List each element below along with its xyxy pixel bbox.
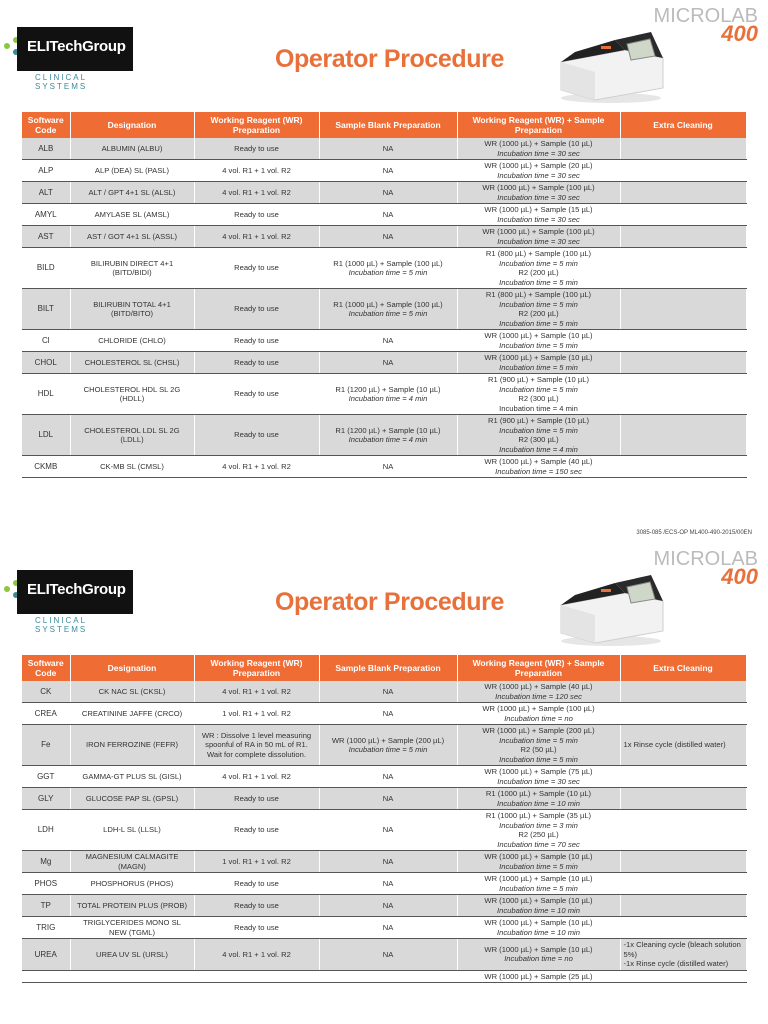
sample-line: Incubation time = no (504, 954, 573, 964)
designation-cell (70, 970, 194, 983)
sample-cell (457, 138, 620, 160)
wr-cell: 4 vol. R1 + 1 vol. R2 (194, 681, 319, 703)
page-header (0, 0, 768, 110)
sample-cell (457, 810, 620, 851)
sample-cell (457, 352, 620, 374)
table-row (22, 330, 746, 352)
table-row (22, 703, 746, 725)
code-cell (22, 970, 70, 983)
blank-cell (319, 851, 457, 873)
cleaning-cell (620, 703, 746, 725)
sample-line: Incubation time = 120 sec (495, 691, 582, 701)
page-header (0, 543, 768, 653)
logo-name: ELITechGroup (27, 38, 126, 55)
blank-line: Incubation time = 5 min (348, 745, 428, 754)
column-header: Designation (70, 112, 194, 138)
code-cell: AMYL (22, 204, 70, 226)
logo-box (17, 27, 133, 71)
sample-line: WR (1000 µL) + Sample (10 µL) (484, 139, 593, 148)
designation-cell: CHOLESTEROL LDL SL 2G (LDLL) (70, 415, 194, 456)
blank-line: R1 (1000 µL) + Sample (100 µL) (333, 299, 443, 309)
table-row (22, 939, 746, 971)
blank-cell (319, 939, 457, 971)
sample-cell (457, 204, 620, 226)
sample-line: Incubation time = 5 min (499, 258, 578, 268)
designation-cell: UREA UV SL (URSL) (70, 939, 194, 971)
blank-line: WR (1000 µL) + Sample (200 µL) (331, 735, 445, 745)
sample-line: WR (1000 µL) + Sample (15 µL) (484, 205, 593, 214)
cleaning-cell (620, 810, 746, 851)
page-title: Operator Procedure (275, 588, 504, 616)
column-header: Working Reagent (WR) + Sample Preparation (457, 655, 620, 681)
wr-cell: 1 vol. R1 + 1 vol. R2 (194, 851, 319, 873)
sample-line: Incubation time = 150 sec (495, 466, 582, 476)
blank-cell (319, 456, 457, 478)
code-cell: ALB (22, 138, 70, 160)
code-cell: BILT (22, 289, 70, 330)
cleaning-cell (620, 289, 746, 330)
sample-line: WR (1000 µL) + Sample (40 µL) (484, 682, 593, 691)
blank-cell (319, 248, 457, 289)
sample-cell (457, 289, 620, 330)
blank-cell (319, 204, 457, 226)
designation-cell: AST / GOT 4+1 SL (ASSL) (70, 226, 194, 248)
sample-line: R1 (900 µL) + Sample (10 µL) (488, 375, 589, 384)
blank-line: NA (382, 878, 394, 888)
sample-line: R1 (800 µL) + Sample (100 µL) (485, 249, 592, 258)
code-cell: UREA (22, 939, 70, 971)
table-row (22, 851, 746, 873)
table-header-row (22, 655, 746, 681)
blank-cell (319, 160, 457, 182)
column-header: Working Reagent (WR) Preparation (194, 112, 319, 138)
wr-cell: 4 vol. R1 + 1 vol. R2 (194, 182, 319, 204)
blank-line: NA (382, 461, 394, 471)
blank-cell (319, 703, 457, 725)
designation-cell: LDH-L SL (LLSL) (70, 810, 194, 851)
table-row (22, 788, 746, 810)
sample-line: Incubation time = 5 min (499, 861, 578, 871)
cleaning-cell (620, 456, 746, 478)
sample-line: Incubation time = 5 min (499, 362, 578, 372)
blank-line: NA (382, 231, 394, 241)
brand (650, 549, 758, 587)
sample-line: WR (1000 µL) + Sample (40 µL) (484, 457, 593, 466)
column-header: Sample Blank Preparation (319, 655, 457, 681)
code-cell: ALT (22, 182, 70, 204)
sample-line: WR (1000 µL) + Sample (10 µL) (484, 852, 593, 861)
sample-line: WR (1000 µL) + Sample (100 µL) (482, 704, 595, 713)
document-reference: 3085-085 /ECS-OP ML400-490-2015/00EN (636, 530, 752, 536)
table-row (22, 766, 746, 788)
wr-cell: WR : Dissolve 1 level measuring spoonful of RA in 50 mL of R1. Wait for complete dissolution. (194, 725, 319, 766)
blank-line: Incubation time = 4 min (348, 435, 428, 444)
sample-line: R2 (200 µL) (518, 309, 559, 318)
designation-cell: CK NAC SL (CKSL) (70, 681, 194, 703)
cleaning-cell (620, 248, 746, 289)
blank-cell (319, 182, 457, 204)
brand (650, 6, 758, 44)
table-row (22, 374, 746, 415)
code-cell: GGT (22, 766, 70, 788)
sample-line: Incubation time = 5 min (499, 299, 578, 309)
sample-line: Incubation time = 30 sec (497, 776, 580, 786)
code-cell: CK (22, 681, 70, 703)
procedure-table (22, 112, 747, 478)
wr-cell (194, 970, 319, 983)
sample-cell (457, 681, 620, 703)
wr-cell: 4 vol. R1 + 1 vol. R2 (194, 456, 319, 478)
sample-line: R1 (900 µL) + Sample (10 µL) (488, 416, 589, 425)
wr-cell: Ready to use (194, 138, 319, 160)
cleaning-cell (620, 226, 746, 248)
cleaning-line: -1x Cleaning cycle (bleach solution 5%) (623, 940, 741, 959)
sample-line: Incubation time = 5 min (499, 754, 578, 764)
sample-cell (457, 456, 620, 478)
sample-line: WR (1000 µL) + Sample (75 µL) (484, 767, 593, 776)
designation-cell: PHOSPHORUS (PHOS) (70, 873, 194, 895)
cleaning-cell (620, 895, 746, 917)
sample-cell (457, 970, 620, 983)
code-cell: PHOS (22, 873, 70, 895)
designation-cell: ALP (DEA) SL (PASL) (70, 160, 194, 182)
blank-line: NA (382, 686, 394, 696)
designation-cell: AMYLASE SL (AMSL) (70, 204, 194, 226)
logo-name: ELITechGroup (27, 581, 126, 598)
blank-line: NA (382, 209, 394, 219)
sample-line: Incubation time = 5 min (499, 735, 578, 745)
table-row (22, 970, 746, 983)
sample-line: WR (1000 µL) + Sample (25 µL) (484, 971, 593, 981)
sample-line: Incubation time = 30 sec (497, 192, 580, 202)
table-row (22, 138, 746, 160)
table-row (22, 248, 746, 289)
blank-cell (319, 138, 457, 160)
blank-line: NA (382, 793, 394, 803)
sample-line: Incubation time = 30 sec (497, 148, 580, 158)
designation-cell: IRON FERROZINE (FEFR) (70, 725, 194, 766)
sample-cell (457, 182, 620, 204)
blank-line: NA (382, 900, 394, 910)
designation-cell: CREATININE JAFFE (CRCO) (70, 703, 194, 725)
table-row (22, 681, 746, 703)
designation-cell: TRIGLYCERIDES MONO SL NEW (TGML) (70, 917, 194, 939)
blank-cell (319, 374, 457, 415)
sample-line: Incubation time = 5 min (499, 318, 578, 328)
wr-cell: 4 vol. R1 + 1 vol. R2 (194, 160, 319, 182)
code-cell: AST (22, 226, 70, 248)
logo-subtitle: CLINICAL SYSTEMS (35, 616, 88, 634)
wr-cell: Ready to use (194, 415, 319, 456)
blank-line: Incubation time = 4 min (348, 394, 428, 403)
sample-cell (457, 917, 620, 939)
sample-cell (457, 873, 620, 895)
table-row (22, 810, 746, 851)
blank-cell (319, 352, 457, 374)
sample-line: Incubation time = 10 min (497, 798, 580, 808)
cleaning-cell (620, 939, 746, 971)
sample-cell (457, 330, 620, 352)
blank-line: R1 (1000 µL) + Sample (100 µL) (333, 258, 443, 268)
logo-box (17, 570, 133, 614)
cleaning-cell (620, 725, 746, 766)
wr-cell: Ready to use (194, 374, 319, 415)
code-cell: Mg (22, 851, 70, 873)
code-cell: LDL (22, 415, 70, 456)
sample-line: Incubation time = 30 sec (497, 236, 580, 246)
table-row (22, 182, 746, 204)
sample-line: R2 (300 µL) (518, 435, 559, 444)
sample-line: WR (1000 µL) + Sample (10 µL) (484, 896, 593, 905)
wr-cell: 4 vol. R1 + 1 vol. R2 (194, 939, 319, 971)
table-row (22, 160, 746, 182)
table-row (22, 352, 746, 374)
sample-line: R1 (1000 µL) + Sample (10 µL) (485, 789, 592, 798)
designation-cell: ALBUMIN (ALBU) (70, 138, 194, 160)
code-cell: LDH (22, 810, 70, 851)
wr-cell: Ready to use (194, 810, 319, 851)
designation-cell: GLUCOSE PAP SL (GPSL) (70, 788, 194, 810)
sample-line: Incubation time = 5 min (499, 883, 578, 893)
sample-line: Incubation time = 5 min (499, 384, 578, 394)
sample-cell (457, 415, 620, 456)
designation-cell: CHOLESTEROL HDL SL 2G (HDLL) (70, 374, 194, 415)
wr-cell: Ready to use (194, 788, 319, 810)
sample-line: WR (1000 µL) + Sample (10 µL) (484, 944, 593, 954)
cleaning-cell (620, 182, 746, 204)
code-cell: TP (22, 895, 70, 917)
sample-line: R2 (50 µL) (520, 745, 557, 754)
sample-line: Incubation time = 4 min (499, 403, 578, 413)
column-header: Working Reagent (WR) Preparation (194, 655, 319, 681)
wr-cell: 1 vol. R1 + 1 vol. R2 (194, 703, 319, 725)
sample-line: R2 (200 µL) (518, 268, 559, 277)
sample-line: Incubation time = 70 sec (497, 839, 580, 849)
sample-cell (457, 788, 620, 810)
sample-line: Incubation time = 5 min (499, 425, 578, 435)
code-cell: Fe (22, 725, 70, 766)
cleaning-cell (620, 851, 746, 873)
table-row (22, 917, 746, 939)
sample-cell (457, 725, 620, 766)
cleaning-cell (620, 204, 746, 226)
sample-cell (457, 374, 620, 415)
table-row (22, 895, 746, 917)
sample-line: Incubation time = 30 sec (497, 170, 580, 180)
blank-line: NA (382, 357, 394, 367)
blank-line: R1 (1200 µL) + Sample (10 µL) (335, 425, 441, 435)
page-2 (0, 543, 768, 981)
procedure-table (22, 655, 747, 983)
code-cell: Cl (22, 330, 70, 352)
blank-cell (319, 766, 457, 788)
blank-line: Incubation time = 5 min (348, 268, 428, 277)
blank-cell (319, 289, 457, 330)
code-cell: CHOL (22, 352, 70, 374)
blank-cell (319, 873, 457, 895)
sample-line: WR (1000 µL) + Sample (10 µL) (484, 353, 593, 362)
sample-cell (457, 895, 620, 917)
cleaning-cell (620, 374, 746, 415)
cleaning-cell (620, 352, 746, 374)
page-title: Operator Procedure (275, 45, 504, 73)
sample-line: Incubation time = 4 min (499, 444, 578, 454)
blank-cell (319, 917, 457, 939)
code-cell: BILD (22, 248, 70, 289)
blank-cell (319, 725, 457, 766)
designation-cell: CHOLESTEROL SL (CHSL) (70, 352, 194, 374)
brand-model: 400 (721, 564, 758, 589)
blank-cell (319, 810, 457, 851)
table-row (22, 456, 746, 478)
table-header-row (22, 112, 746, 138)
company-logo (13, 570, 133, 634)
cleaning-cell (620, 917, 746, 939)
cleaning-cell (620, 415, 746, 456)
sample-line: R2 (250 µL) (518, 830, 559, 839)
wr-cell: Ready to use (194, 917, 319, 939)
table-body (22, 681, 746, 983)
blank-line: NA (382, 825, 394, 835)
code-cell: CREA (22, 703, 70, 725)
blank-line: Incubation time = 5 min (348, 309, 428, 318)
table-body (22, 138, 746, 478)
column-header: Extra Cleaning (620, 655, 746, 681)
cleaning-cell (620, 681, 746, 703)
cleaning-line: 1x Rinse cycle (distilled water) (623, 740, 726, 750)
sample-line: Incubation time = 5 min (499, 340, 578, 350)
sample-cell (457, 703, 620, 725)
designation-cell: BILIRUBIN TOTAL 4+1 (BITD/BITO) (70, 289, 194, 330)
sample-line: WR (1000 µL) + Sample (10 µL) (484, 918, 593, 927)
blank-line: NA (382, 187, 394, 197)
logo-subtitle: CLINICAL SYSTEMS (35, 73, 88, 91)
sample-cell (457, 226, 620, 248)
sample-line: R2 (300 µL) (518, 394, 559, 403)
cleaning-cell (620, 766, 746, 788)
sample-cell (457, 851, 620, 873)
sample-line: WR (1000 µL) + Sample (20 µL) (484, 161, 593, 170)
wr-cell: Ready to use (194, 204, 319, 226)
brand-model: 400 (721, 21, 758, 46)
designation-cell: TOTAL PROTEIN PLUS (PROB) (70, 895, 194, 917)
column-header: Designation (70, 655, 194, 681)
sample-line: WR (1000 µL) + Sample (200 µL) (482, 726, 595, 735)
table-row (22, 725, 746, 766)
code-cell: TRIG (22, 917, 70, 939)
designation-cell: ALT / GPT 4+1 SL (ALSL) (70, 182, 194, 204)
blank-line: R1 (1200 µL) + Sample (10 µL) (335, 384, 441, 394)
brand-name: MICROLAB (653, 548, 758, 570)
sample-line: Incubation time = 10 min (497, 905, 580, 915)
blank-cell (319, 226, 457, 248)
blank-line: NA (382, 708, 394, 718)
column-header: Sample Blank Preparation (319, 112, 457, 138)
cleaning-cell (620, 160, 746, 182)
company-logo (13, 27, 133, 91)
blank-line: NA (382, 949, 394, 959)
column-header: Working Reagent (WR) + Sample Preparation (457, 112, 620, 138)
blank-line: NA (382, 335, 394, 345)
brand-name: MICROLAB (653, 5, 758, 27)
designation-cell: CHLORIDE (CHLO) (70, 330, 194, 352)
sample-line: Incubation time = no (504, 713, 573, 723)
cleaning-line: -1x Rinse cycle (distilled water) (623, 959, 729, 968)
sample-line: Incubation time = 5 min (499, 277, 578, 287)
code-cell: GLY (22, 788, 70, 810)
blank-cell (319, 970, 457, 983)
code-cell: ALP (22, 160, 70, 182)
wr-cell: 4 vol. R1 + 1 vol. R2 (194, 766, 319, 788)
column-header: Software Code (22, 655, 70, 681)
blank-line: NA (382, 922, 394, 932)
cleaning-cell (620, 788, 746, 810)
table-row (22, 873, 746, 895)
cleaning-cell (620, 138, 746, 160)
column-header: Extra Cleaning (620, 112, 746, 138)
blank-cell (319, 681, 457, 703)
column-header: Software Code (22, 112, 70, 138)
sample-cell (457, 160, 620, 182)
wr-cell: Ready to use (194, 895, 319, 917)
code-cell: HDL (22, 374, 70, 415)
sample-cell (457, 248, 620, 289)
sample-line: WR (1000 µL) + Sample (10 µL) (484, 874, 593, 883)
table-row (22, 289, 746, 330)
sample-line: Incubation time = 10 min (497, 927, 580, 937)
blank-line: NA (382, 856, 394, 866)
code-cell: CKMB (22, 456, 70, 478)
wr-cell: Ready to use (194, 873, 319, 895)
sample-line: Incubation time = 3 min (499, 820, 578, 830)
cleaning-cell (620, 873, 746, 895)
table-row (22, 226, 746, 248)
sample-line: WR (1000 µL) + Sample (100 µL) (482, 227, 595, 236)
table-row (22, 204, 746, 226)
sample-line: Incubation time = 30 sec (497, 214, 580, 224)
cleaning-cell (620, 330, 746, 352)
wr-cell: Ready to use (194, 289, 319, 330)
blank-cell (319, 415, 457, 456)
sample-cell (457, 939, 620, 971)
blank-line: NA (382, 143, 394, 153)
wr-cell: 4 vol. R1 + 1 vol. R2 (194, 226, 319, 248)
sample-line: R1 (1000 µL) + Sample (35 µL) (485, 811, 592, 820)
designation-cell: MAGNESIUM CALMAGITE (MAGN) (70, 851, 194, 873)
cleaning-cell (620, 970, 746, 983)
sample-line: R1 (800 µL) + Sample (100 µL) (485, 290, 592, 299)
designation-cell: BILIRUBIN DIRECT 4+1 (BITD/BIDI) (70, 248, 194, 289)
sample-cell (457, 766, 620, 788)
blank-line: NA (382, 771, 394, 781)
blank-line: NA (382, 165, 394, 175)
designation-cell: GAMMA-GT PLUS SL (GISL) (70, 766, 194, 788)
designation-cell: CK-MB SL (CMSL) (70, 456, 194, 478)
wr-cell: Ready to use (194, 330, 319, 352)
table-row (22, 415, 746, 456)
wr-cell: Ready to use (194, 352, 319, 374)
blank-cell (319, 330, 457, 352)
sample-line: WR (1000 µL) + Sample (10 µL) (484, 331, 593, 340)
blank-cell (319, 895, 457, 917)
sample-line: WR (1000 µL) + Sample (100 µL) (482, 183, 595, 192)
blank-cell (319, 788, 457, 810)
wr-cell: Ready to use (194, 248, 319, 289)
